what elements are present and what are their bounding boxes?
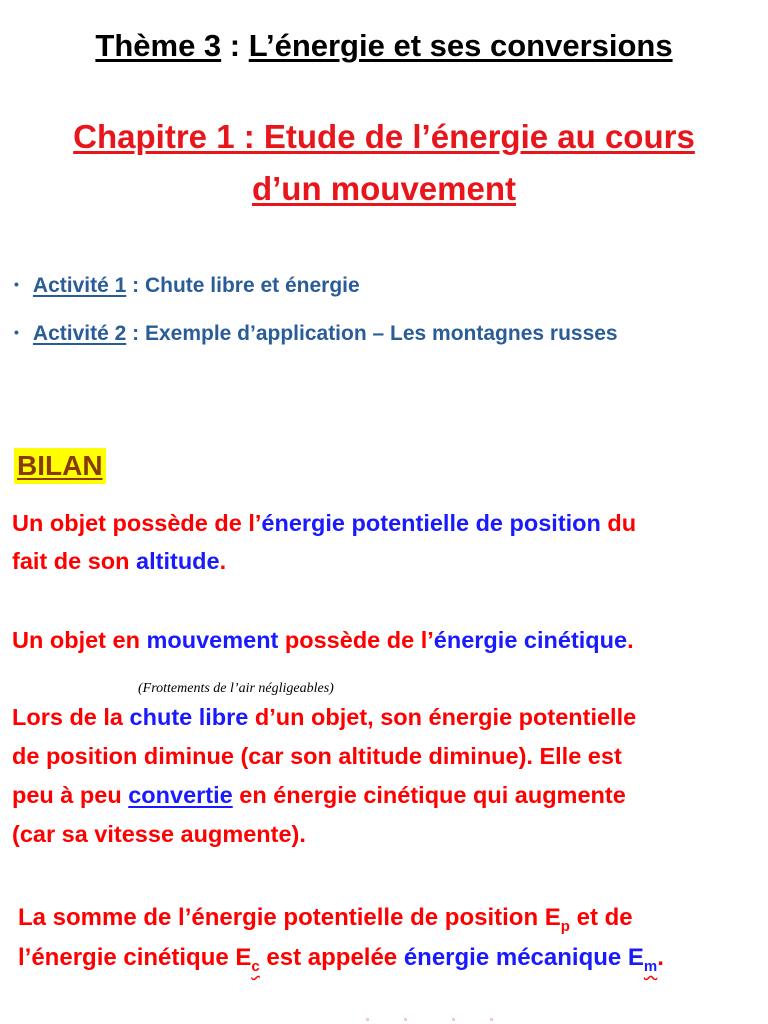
activity-item-2 xyxy=(14,322,768,346)
text-run: . xyxy=(627,627,634,653)
highlight-term: énergie potentielle de position xyxy=(261,510,601,536)
subscript: p xyxy=(560,917,570,935)
text-run: peu à peu xyxy=(12,782,129,808)
text-run: l’énergie cinétique E xyxy=(18,944,252,971)
activity-label: Activité 1 xyxy=(32,274,127,297)
text-run: Lors de la xyxy=(12,704,130,730)
paragraph-2 xyxy=(12,627,768,654)
theme-separator: : xyxy=(221,28,249,63)
text-run: . xyxy=(657,944,664,971)
paragraph-3-line-2: de position diminue (car son altitude diminue). Elle est xyxy=(12,743,622,769)
highlight-term: convertie xyxy=(128,782,233,808)
bullet-icon: • xyxy=(14,276,19,292)
bullet-icon: • xyxy=(14,324,19,340)
text-run: . xyxy=(219,548,227,574)
paragraph-3-line-3 xyxy=(12,782,768,809)
highlight-term: chute libre xyxy=(129,704,249,730)
text-run: du xyxy=(600,510,637,536)
text-run: en énergie cinétique qui augmente xyxy=(232,782,626,808)
bilan-heading: BILAN xyxy=(14,448,106,484)
cut-off-text-remnant xyxy=(360,1012,520,1022)
subscript: c xyxy=(251,957,260,975)
text-run: Un objet en xyxy=(12,627,147,653)
text-run: et de xyxy=(569,904,633,931)
theme-number: Thème 3 xyxy=(95,28,222,63)
activity-separator: : xyxy=(126,274,145,297)
text-run: fait de son xyxy=(12,548,137,574)
text-run: Un objet possède de l’ xyxy=(12,510,262,536)
text-run: est appelée xyxy=(259,944,404,971)
text-run: possède de l’ xyxy=(278,627,434,653)
chapter-title-line2 xyxy=(0,170,768,208)
paragraph-4-line-2 xyxy=(18,944,768,975)
paragraph-1-line-1 xyxy=(12,510,768,537)
activity-text: Exemple d’application – Les montagnes russes xyxy=(144,322,618,345)
activity-separator: : xyxy=(126,322,145,345)
chapter-title-line2-text: d’un mouvement xyxy=(251,170,517,207)
activity-label: Activité 2 xyxy=(32,322,127,345)
activity-text: Chute libre et énergie xyxy=(144,274,360,297)
text-run: d’un objet, son énergie potentielle xyxy=(248,704,637,730)
text-run: La somme de l’énergie potentielle de position E xyxy=(18,904,561,931)
subscript: m xyxy=(643,957,658,975)
paragraph-3-line-1 xyxy=(12,704,768,731)
highlight-term: altitude xyxy=(136,548,220,574)
highlight-term: mouvement xyxy=(146,627,279,653)
highlight-term: énergie cinétique xyxy=(433,627,628,653)
highlight-term: énergie mécanique E xyxy=(403,944,644,971)
theme-heading xyxy=(0,28,768,64)
chapter-title-line1: Chapitre 1 : Etude de l’énergie au cours xyxy=(73,118,695,155)
activity-item-1 xyxy=(14,274,768,298)
paragraph-4-line-1 xyxy=(18,904,768,935)
paragraph-3-line-4: (car sa vitesse augmente). xyxy=(12,821,306,847)
theme-title: L’énergie et ses conversions xyxy=(248,28,673,63)
friction-note: (Frottements de l’air négligeables) xyxy=(138,681,334,696)
paragraph-1-line-2 xyxy=(12,548,768,575)
